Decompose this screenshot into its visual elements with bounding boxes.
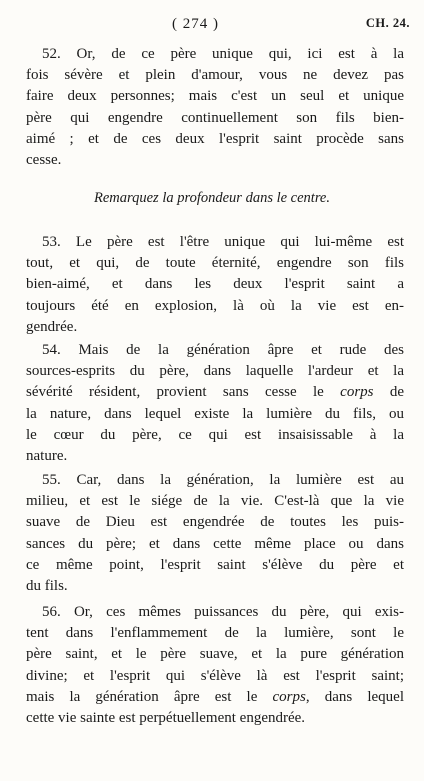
paragraph-53 (26, 232, 404, 338)
text-line: le cœur du père, ce qui est insaisissable à la (26, 426, 404, 443)
text-fragment: de (389, 384, 405, 401)
paragraph-56 (26, 602, 404, 729)
paragraph-52 (26, 44, 404, 171)
paragraph-55 (26, 470, 404, 597)
paragraph-54 (26, 340, 404, 467)
text-fragment: sévérité résident, provient sans cesse le (26, 384, 324, 401)
text-line: faire deux personnes; mais c'est un seul et unique (26, 88, 404, 105)
text-line: tout, et qui, de toute éternité, engendre son fils (26, 255, 404, 272)
text-line: 55. Car, dans la génération, la lumière est au (42, 472, 404, 488)
text-line: tent dans l'enflammement de la lumière, sont le (26, 625, 404, 642)
text-line (26, 382, 404, 403)
text-line: sources-esprits du père, dans laquelle l'ardeur et la (26, 363, 404, 380)
text-line: 54. Mais de la génération âpre et rude des (42, 342, 404, 358)
text-line: fois sévère et plein d'amour, vous ne devez pas (26, 67, 404, 84)
text-line: 53. Le père est l'être unique qui lui-même est (42, 234, 404, 250)
text-line: aimé ; et de ces deux l'esprit saint procède sans (26, 130, 404, 147)
text-line: gendrée. (26, 318, 78, 335)
italic-word: corps (340, 384, 374, 401)
text-line: bien-aimé, et dans les deux l'esprit saint a (26, 276, 404, 293)
text-line: père qui engendre continuellement son fils bien- (26, 109, 404, 126)
text-line: ce même point, l'esprit saint s'élève du père et (26, 556, 404, 573)
text-fragment: mais la génération âpre est le (26, 688, 258, 705)
text-line: 56. Or, ces mêmes puissances du père, qui exis- (42, 604, 404, 620)
text-line: cesse. (26, 152, 62, 169)
text-line: nature. (26, 448, 68, 465)
text-line: du fils. (26, 578, 68, 595)
text-line: milieu, et est le siége de la vie. C'est-là que la vie (26, 493, 404, 510)
italic-word: corps (272, 688, 306, 705)
text-fragment: , dans lequel (305, 688, 404, 705)
text-line (26, 687, 404, 708)
section-subheading: Remarquez la profondeur dans le centre. (94, 190, 330, 206)
text-line: cette vie sainte est perpétuellement engendrée. (26, 710, 306, 727)
text-line: suave de Dieu est engendrée de toutes les puis- (26, 514, 404, 531)
text-line: père saint, et le père suave, et la pure génération (26, 646, 404, 663)
text-line: la nature, dans lequel existe la lumière du fils, ou (26, 405, 404, 422)
text-line: sances du père; et dans cette même place ou dans (26, 535, 404, 552)
page-number: ( 274 ) (172, 16, 219, 32)
page-header (0, 16, 424, 36)
text-line: 52. Or, de ce père unique qui, ici est à la (42, 46, 404, 62)
text-line: toujours été en explosion, là où la vie est en- (26, 297, 404, 314)
text-line: divine; et l'esprit qui s'élève là est l'esprit saint; (26, 667, 404, 684)
chapter-marker: CH. 24. (365, 16, 410, 30)
